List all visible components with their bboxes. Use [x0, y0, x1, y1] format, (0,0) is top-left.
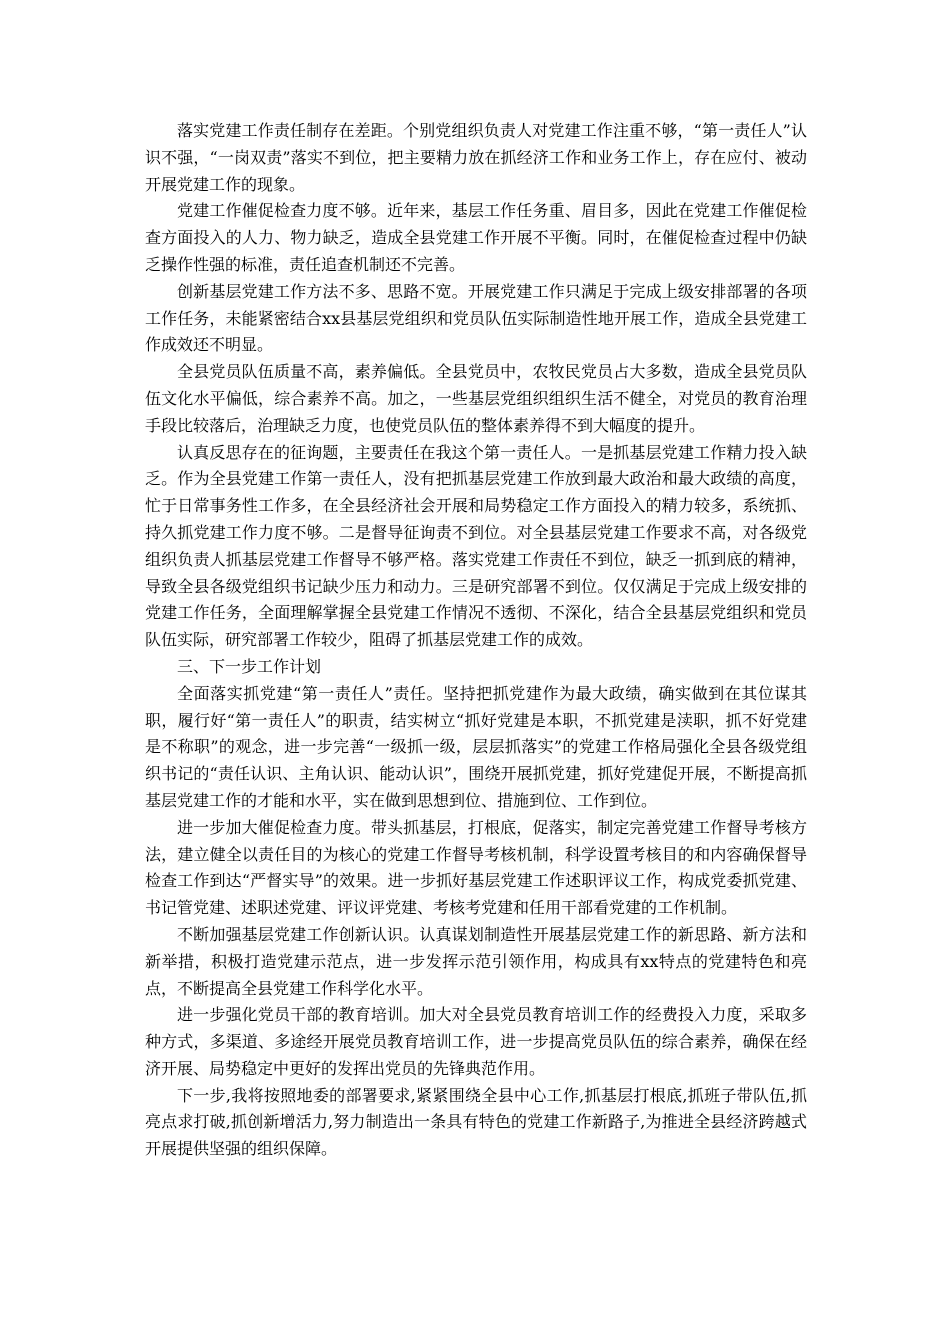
- section-heading-next-plan: 三、下一步工作计划: [177, 656, 322, 676]
- paragraph-strengthen-inspection: 进一步加大催促检查力度。带头抓基层，打根底，促落实，制定完善党建工作督导考核方法，建立健全以责任目的为核心的党建工作督导考核机制，科学设置考核目的和内容确保督导检查工作到达“严督实导”的效果。进一步抓好基层党建工作述职评议工作，构成党委抓党建、书记管党建、述职述党建、评议评党建、考核考党建和任用干部看党建的工作机制。: [145, 817, 807, 918]
- paragraph-innovation-lacking: 创新基层党建工作方法不多、思路不宽。开展党建工作只满足于完成上级安排部署的各项工作任务，未能紧密结合xx县基层党组织和党员队伍实际制造性地开展工作，造成全县党建工作成效还不明显。: [145, 281, 807, 355]
- paragraph-next-steps: 下一步,我将按照地委的部署要求,紧紧围绕全县中心工作,抓基层打根底,抓班子带队伍,抓亮点求打破,抓创新增活力,努力制造出一条具有特色的党建工作新路子,为推进全县经济跨越式开展提供坚强的组织保障。: [145, 1085, 807, 1159]
- paragraph-self-reflection: 认真反思存在的征询题，主要责任在我这个第一责任人。一是抓基层党建工作精力投入缺乏。作为全县党建工作第一责任人，没有把抓基层党建工作放到最大政治和最大政绩的高度，忙于日常事务性工作多，在全县经济社会开展和局势稳定工作方面投入的精力较多，系统抓、持久抓党建工作力度不够。二是督导征询责不到位。对全县基层党建工作要求不高，对各级党组织负责人抓基层党建工作督导不够严格。落实党建工作责任不到位，缺乏一抓到底的精神，导致全县各级党组织书记缺少压力和动力。三是研究部署不到位。仅仅满足于完成上级安排的党建工作任务，全面理解掌握全县党建工作情况不透彻、不深化，结合全县基层党组织和党员队伍实际，研究部署工作较少，阻碍了抓基层党建工作的成效。: [145, 442, 807, 650]
- paragraph-member-quality: 全县党员队伍质量不高，素养偏低。全县党员中，农牧民党员占大多数，造成全县党员队伍文化水平偏低，综合素养不高。加之，一些基层党组织组织生活不健全，对党员的教育治理手段比较落后，治理缺乏力度，也使党员队伍的整体素养得不到大幅度的提升。: [145, 362, 807, 435]
- paragraph-first-responsibility: 全面落实抓党建“第一责任人”责任。坚持把抓党建作为最大政绩，确实做到在其位谋其职，履行好“第一责任人”的职责，结实树立“抓好党建是本职，不抓党建是渎职，抓不好党建是不称职”的观念，进一步完善“一级抓一级，层层抓落实”的党建工作格局强化全县各级党组织书记的“责任认识、主角认识、能动认识”，围绕开展抓党建，抓好党建促开展，不断提高抓基层党建工作的才能和水平，实在做到思想到位、措施到位、工作到位。: [145, 683, 807, 810]
- paragraph-responsibility-gap: 落实党建工作责任制存在差距。个别党组织负责人对党建工作注重不够，“第一责任人”认识不强，“一岗双责”落实不到位，把主要精力放在抓经济工作和业务工作上，存在应付、被动开展党建工作的现象。: [145, 121, 807, 194]
- paragraph-inspection-insufficient: 党建工作催促检查力度不够。近年来，基层工作任务重、眉目多，因此在党建工作催促检查方面投入的人力、物力缺乏，造成全县党建工作开展不平衡。同时，在催促检查过程中仍缺乏操作性强的标准，责任追查机制还不完善。: [145, 201, 807, 274]
- paragraph-innovation-awareness: 不断加强基层党建工作创新认识。认真谋划制造性开展基层党建工作的新思路、新方法和新举措，积极打造党建示范点，进一步发挥示范引领作用，构成具有xx特点的党建特色和亮点，不断提高全县党建工作科学化水平。: [145, 924, 807, 998]
- paragraph-education-training: 进一步强化党员干部的教育培训。加大对全县党员教育培训工作的经费投入力度，采取多种方式，多渠道、多途经开展党员教育培训工作，进一步提高党员队伍的综合素养，确保在经济开展、局势稳定中更好的发挥出党员的先锋典范作用。: [145, 1005, 807, 1078]
- document-body: [145, 118, 807, 1163]
